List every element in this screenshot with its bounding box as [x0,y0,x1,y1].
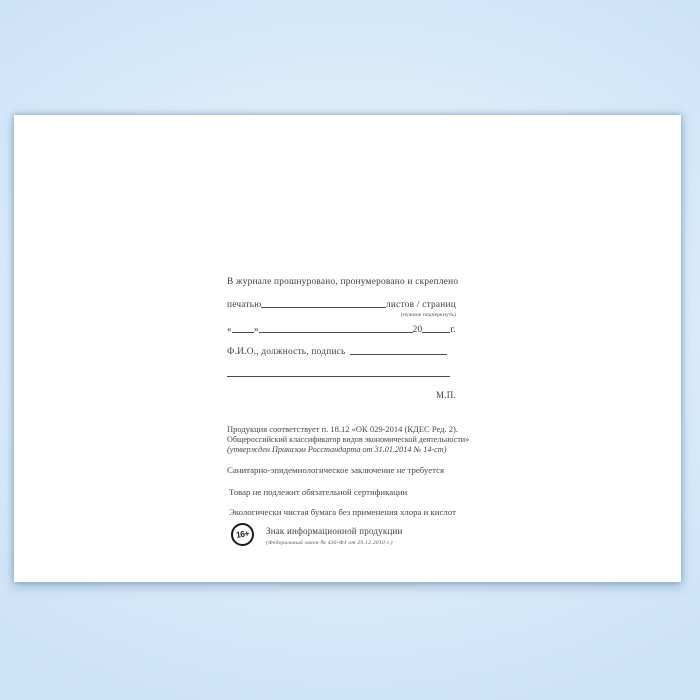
stamp-place-abbr: М.П. [435,390,456,400]
open-quote: « [227,325,232,335]
blank-line [261,306,386,308]
underline-note: (нужное подчеркнуть) [400,312,456,318]
close-quote: » [253,325,259,335]
age-mark-text [266,523,403,549]
binding-statement: В журнале прошнуровано, пронумеровано и скреплено [227,277,459,287]
blank-line [259,331,413,333]
ruled-blank-line [227,368,450,377]
age-16plus-icon: 16+ [230,522,256,548]
signature-row [227,347,456,358]
blank-line [232,331,254,333]
year-suffix: г. [450,325,456,335]
sheets-pages-label: листов / страниц [386,300,456,310]
age-mark-law: (Федеральный закон № 436-ФЗ от 29.12.2010 г.) [266,540,393,546]
compliance-decree: (утвержден Приказом Росстандарта от 31.01.2014 № 14-ст) [227,445,447,454]
year-prefix: 20 [412,325,423,335]
note-sanitary: Санитарно-эпидемиологическое заключение не требуется [227,465,445,475]
seal-label: печатью [227,300,262,310]
journal-back-page [14,115,681,582]
age-mark-row [231,523,460,549]
signature-label: Ф.И.О., должность, подпись [227,347,346,357]
age-mark-title: Знак информационной продукции [266,526,403,536]
blank-line [350,353,447,355]
compliance-line-2: Общероссийский классификатор видов экономической деятельности» [227,435,470,444]
compliance-line-1: Продукция соответствует п. 18.12 «ОК 029-2014 (КДЕС Ред. 2). [227,424,458,434]
note-certification: Товар не подлежит обязательной сертификации [229,487,408,497]
note-ecology: Экологически чистая бумага без применения хлора и кислот [229,507,456,517]
blank-line [422,331,450,333]
date-row [227,325,456,336]
